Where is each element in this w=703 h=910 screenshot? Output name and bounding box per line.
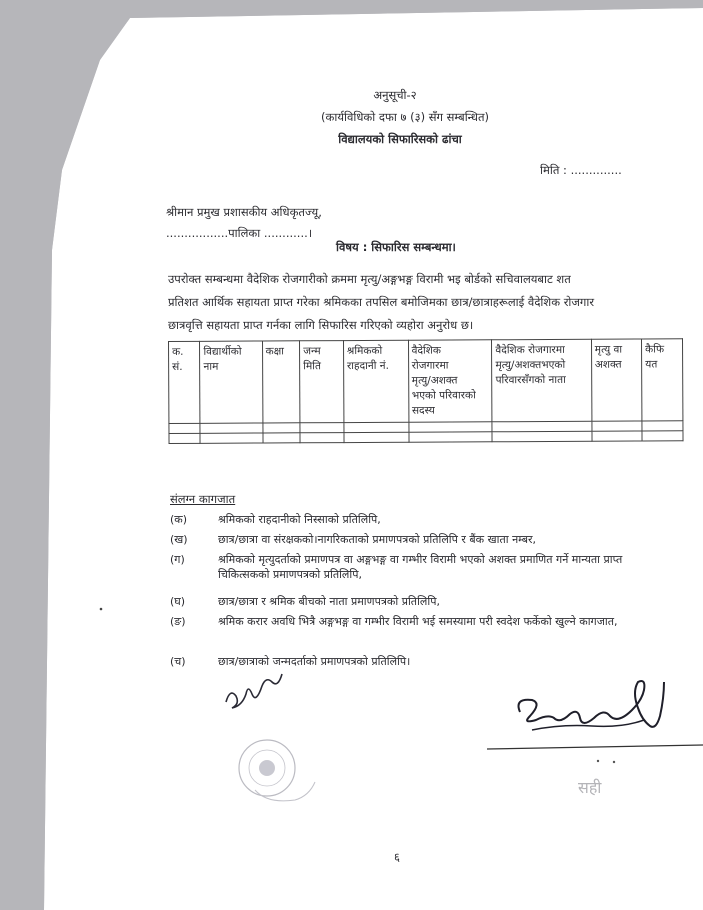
table-cell <box>200 433 262 443</box>
attachment-text: छात्र/छात्राको जन्मदर्ताको प्रमाणपत्रको प्रतिलिपि। <box>218 655 411 668</box>
table-cell <box>642 431 683 441</box>
attachment-text: श्रमिक करार अवधि भित्रै अङ्गभङ्ग वा गम्भीर विरामी भई समस्यामा परी स्वदेश फर्केको खुल्ने कागजात, <box>218 615 618 628</box>
header-line: रोजगारमा <box>411 359 449 372</box>
attachment-label: (ङ) <box>170 615 186 628</box>
header-line: सं. <box>172 360 183 373</box>
table-header-cell <box>492 339 592 422</box>
table-cell <box>492 421 591 432</box>
table-header-cell <box>262 341 300 423</box>
attachment-text: छात्र/छात्रा वा संरक्षकको।नागरिकताको प्रमाणपत्रको प्रतिलिपि र बैंक खाता नम्बर, <box>218 533 537 546</box>
page-number: ६ <box>394 850 400 864</box>
attachment-label: (ख) <box>170 533 188 546</box>
header-line: मृत्यु वा <box>594 343 623 356</box>
form-title: विद्यालयको सिफारिसको ढांचा <box>338 132 462 146</box>
attachment-text: छात्र/छात्रा र श्रमिक बीचको नाता प्रमाणपत्रको प्रतिलिपि, <box>218 595 440 608</box>
attachment-label: (घ) <box>170 595 186 608</box>
reference-line: (कार्यविधिको दफा ७ (३) सँग सम्बन्धित) <box>321 110 489 124</box>
table-header-cell <box>300 341 344 423</box>
table-cell <box>169 433 200 443</box>
header-line: विद्यार्थीको <box>203 345 242 358</box>
subject-line: विषय : सिफारिस सम्बन्धमा। <box>336 240 456 254</box>
attachment-text: श्रमिकको मृत्युदर्ताको प्रमाणपत्र वा अङ्गभङ्ग वा गम्भीर विरामी भएको अशक्त प्रमाणित गर्ने मान्यता प्राप्त चिकित्सकको प्रमाणपत्रको प्रतिलिपि, <box>218 553 623 581</box>
schedule-number: अनुसूची-२ <box>373 88 417 102</box>
date-line: मिति : .............. <box>540 163 622 177</box>
table-cell <box>300 433 344 443</box>
header-line: मृत्यु/अशक्तभएको <box>495 358 566 372</box>
header-line: अशक्त <box>594 358 622 371</box>
signature-label: सही <box>578 778 602 797</box>
header-line: भएको परिवारको <box>411 389 476 402</box>
table-cell <box>200 423 262 433</box>
table-cell <box>592 431 642 441</box>
body-line-3: छात्रवृत्ति सहायता प्राप्त गर्नका लागि सिफारिस गरिएको व्यहोरा अनुरोध छ। <box>168 318 474 332</box>
body-line-1: उपरोक्त सम्बन्धमा वैदेशिक रोजगारीको क्रममा मृत्यु/अङ्गभङ्ग विरामी भइ बोर्डको सचिवालयबाट शत <box>168 272 571 286</box>
addressee-line-1: श्रीमान प्रमुख प्रशासकीय अधिकृतज्यू, <box>166 205 322 219</box>
header-line: नाम <box>203 360 219 373</box>
table-cell <box>344 422 409 432</box>
header-line: राहदानी नं. <box>346 359 389 373</box>
table-row <box>169 431 683 444</box>
header-line: कक्षा <box>265 345 284 358</box>
table-header-cell <box>408 340 492 422</box>
attachments-heading: संलग्न कागजात <box>170 492 236 506</box>
header-line: श्रमिकको <box>346 344 383 358</box>
header-line: क. <box>172 345 184 358</box>
attachment-label: (क) <box>170 513 188 526</box>
header-line: कैफि <box>645 343 665 356</box>
table-header-cell <box>169 341 201 423</box>
table-cell <box>344 432 409 442</box>
header-line: वैदेशिक रोजगारमा <box>495 343 565 357</box>
header-line: जन्म <box>303 345 321 358</box>
student-table <box>168 338 684 444</box>
addressee-line-2: .................पालिका ............। <box>166 226 313 240</box>
attachment-text: श्रमिकको राहदानीको निस्साको प्रतिलिपि, <box>218 513 381 526</box>
table-cell <box>263 433 301 443</box>
table-header-cell <box>200 341 263 423</box>
table-header-row <box>169 339 683 424</box>
table-cell <box>409 432 493 442</box>
table-cell <box>300 423 344 433</box>
table-cell <box>492 431 591 442</box>
header-line: वैदेशिक <box>411 344 441 357</box>
table-cell <box>263 423 301 433</box>
header-line: यत <box>645 358 658 371</box>
table-cell <box>642 421 683 431</box>
attachment-label: (च) <box>170 655 186 668</box>
table-header-cell <box>343 340 408 422</box>
table-cell <box>169 423 200 433</box>
body-line-2: प्रतिशत आर्थिक सहायता प्राप्त गरेका श्रमिकका तपसिल बमोजिमका छात्र/छात्राहरूलाई वैदेशिक रोजगार <box>168 295 595 309</box>
table-cell <box>408 422 492 432</box>
table-cell <box>592 421 642 431</box>
attachment-label: (ग) <box>170 553 185 566</box>
header-line: सदस्य <box>411 404 435 417</box>
header-line: मृत्यु/अशक्त <box>411 374 458 387</box>
header-line: परिवारसँगको नाता <box>495 373 566 387</box>
header-line: मिति <box>303 360 322 373</box>
table-header-cell <box>642 339 683 421</box>
table-header-cell <box>591 339 642 421</box>
